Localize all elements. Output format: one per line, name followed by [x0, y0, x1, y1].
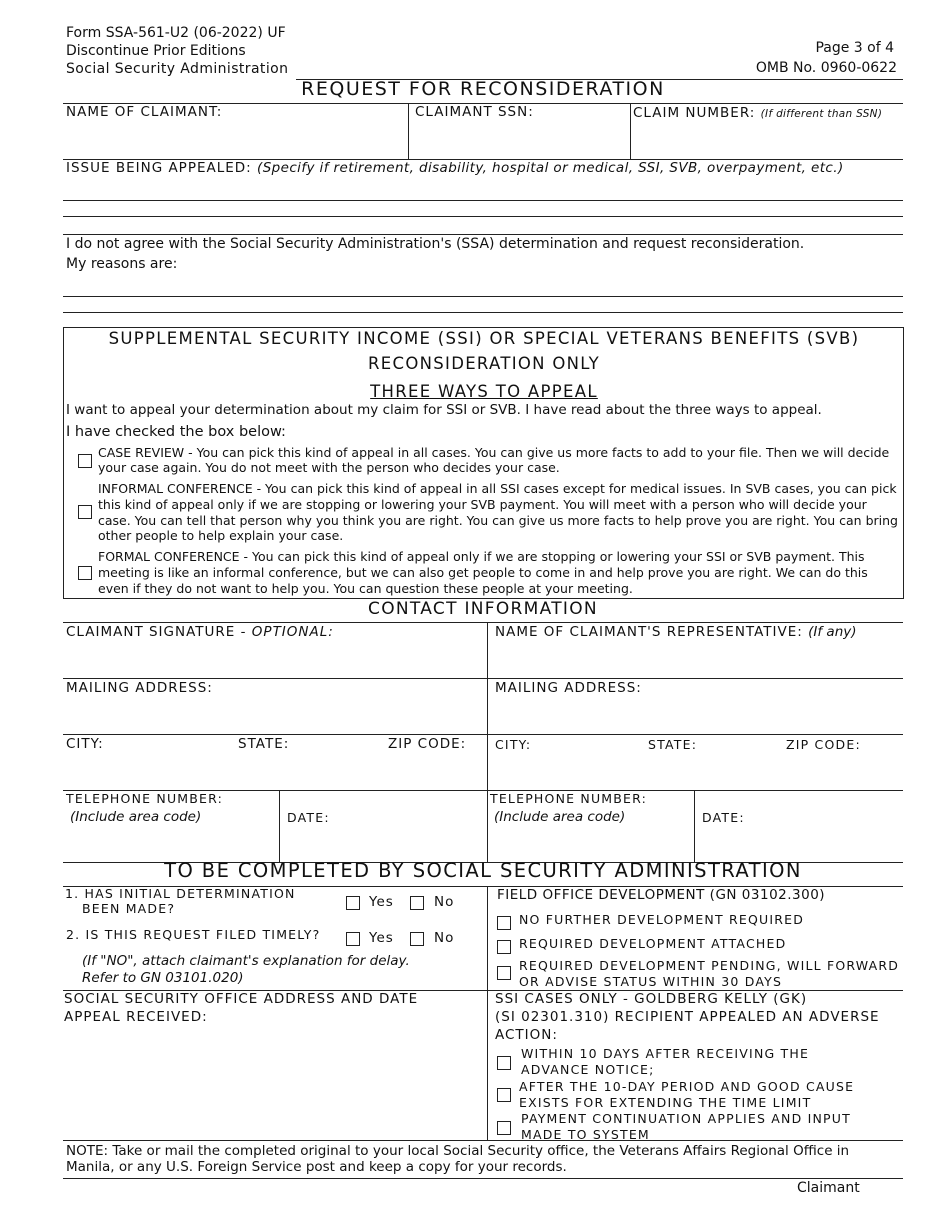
payment-continuation-label: PAYMENT CONTINUATION APPLIES AND INPUT MADE TO SYSTEM	[521, 1111, 851, 1142]
no-further-development-label: NO FURTHER DEVELOPMENT REQUIRED	[519, 912, 805, 927]
formal-conference-checkbox[interactable]	[78, 566, 92, 580]
q2-no-label: No	[434, 930, 455, 946]
rep-city-label: CITY:	[495, 737, 532, 752]
office-address-field[interactable]	[64, 1030, 485, 1138]
claimant-city-label: CITY:	[66, 736, 104, 752]
q1-label: 1. HAS INITIAL DETERMINATION	[65, 886, 296, 901]
rep-telephone-field[interactable]	[489, 830, 692, 860]
claimant-city-state-zip-field[interactable]	[64, 756, 485, 788]
divider	[487, 622, 488, 862]
disagree-statement: I do not agree with the Social Security Administration's (SSA) determination and request reconsideration.	[66, 236, 805, 252]
divider	[63, 734, 903, 735]
claimant-zip-label: ZIP CODE:	[388, 736, 467, 752]
rep-city-state-zip-field[interactable]	[489, 756, 901, 788]
claimant-mailing-address-label: MAILING ADDRESS:	[66, 680, 213, 696]
divider	[63, 1178, 903, 1179]
divider	[408, 103, 409, 160]
within-10-days-label: WITHIN 10 DAYS AFTER RECEIVING THE ADVANCE NOTICE;	[521, 1046, 810, 1077]
write-line	[63, 234, 903, 235]
claimant-name-label: NAME OF CLAIMANT:	[66, 104, 223, 120]
q2-no-checkbox[interactable]	[410, 932, 424, 946]
divider	[63, 622, 903, 623]
discontinue-notice: Discontinue Prior Editions	[66, 43, 246, 59]
case-review-text: CASE REVIEW - You can pick this kind of appeal in all cases. You can give us more facts to add to your file. Then we will decide your case again. You do not meet with the person who decides your case.	[98, 445, 890, 475]
ssi-title-2: RECONSIDERATION ONLY	[368, 354, 600, 373]
q1-no-checkbox[interactable]	[410, 896, 424, 910]
claimant-mailing-address-field[interactable]	[64, 700, 485, 732]
late-filing-note-2: Refer to GN 03101.020)	[82, 970, 244, 986]
informal-conference-text: INFORMAL CONFERENCE - You can pick this kind of appeal in all SSI cases except for medical issues. In SVB cases, you can pick this kind of appeal only if we are stopping or lowering your SVB payment. You will meet with a person who will decide your case. You can tell that person why you think you are right. You can give us more facts to help prove you are right. You can bring other people to help explain your case.	[98, 481, 898, 544]
q2-yes-label: Yes	[369, 930, 394, 946]
divider	[63, 678, 903, 679]
claimant-telephone-label: TELEPHONE NUMBER:	[66, 791, 224, 806]
representative-name-field[interactable]	[489, 644, 901, 676]
ssa-heading: TO BE COMPLETED BY SOCIAL SECURITY ADMINISTRATION	[164, 859, 802, 882]
office-address-label: SOCIAL SECURITY OFFICE ADDRESS AND DATE	[64, 991, 419, 1007]
rep-state-label: STATE:	[648, 737, 698, 752]
contact-heading: CONTACT INFORMATION	[368, 599, 598, 619]
divider	[630, 103, 631, 160]
issue-field[interactable]	[64, 182, 902, 232]
claimant-signature-field[interactable]	[64, 644, 485, 676]
rep-telephone-label: TELEPHONE NUMBER:	[490, 791, 648, 806]
q2-label: 2. IS THIS REQUEST FILED TIMELY?	[66, 927, 321, 942]
good-cause-checkbox[interactable]	[497, 1088, 511, 1102]
claimant-date-label: DATE:	[287, 810, 330, 825]
form-id: Form SSA-561-U2 (06-2022) UF	[66, 25, 286, 41]
case-review-checkbox[interactable]	[78, 454, 92, 468]
field-office-heading: FIELD OFFICE DEVELOPMENT (GN 03102.300)	[497, 887, 826, 903]
representative-name-label: NAME OF CLAIMANT'S REPRESENTATIVE: (If any)	[495, 624, 857, 640]
divider	[487, 886, 488, 1140]
mailing-note: NOTE: Take or mail the completed original to your local Social Security office, the Veterans Affairs Regional Office in Manila, or any U.S. Foreign Service post and keep a copy for your records.	[66, 1143, 850, 1175]
goldberg-kelly-heading: SSI CASES ONLY - GOLDBERG KELLY (GK)	[495, 991, 808, 1007]
good-cause-label: AFTER THE 10-DAY PERIOD AND GOOD CAUSE EXISTS FOR EXTENDING THE TIME LIMIT	[519, 1079, 855, 1110]
rep-date-label: DATE:	[702, 810, 745, 825]
payment-continuation-checkbox[interactable]	[497, 1121, 511, 1135]
claimant-state-label: STATE:	[238, 736, 290, 752]
development-pending-label: REQUIRED DEVELOPMENT PENDING, WILL FORWARD OR ADVISE STATUS WITHIN 30 DAYS	[519, 958, 900, 989]
claimant-ssn-field[interactable]	[410, 124, 628, 158]
claimant-date-field[interactable]	[281, 830, 485, 860]
claim-number-note: (If different than SSN)	[760, 108, 883, 120]
q2-yes-checkbox[interactable]	[346, 932, 360, 946]
ssi-title: SUPPLEMENTAL SECURITY INCOME (SSI) OR SPECIAL VETERANS BENEFITS (SVB)	[108, 329, 860, 348]
agency-name: Social Security Administration	[66, 61, 289, 77]
write-line	[63, 200, 903, 201]
rep-mailing-address-label: MAILING ADDRESS:	[495, 680, 642, 696]
claimant-signature-label: CLAIMANT SIGNATURE - OPTIONAL:	[66, 624, 334, 640]
ssi-intro: I want to appeal your determination about my claim for SSI or SVB. I have read about the three ways to appeal.	[66, 402, 822, 418]
write-line	[63, 216, 903, 217]
development-attached-label: REQUIRED DEVELOPMENT ATTACHED	[519, 936, 787, 951]
reasons-field[interactable]	[64, 276, 902, 310]
omb-number: OMB No. 0960-0622	[755, 60, 897, 76]
q1-no-label: No	[434, 894, 455, 910]
claimant-area-code-note: (Include area code)	[70, 809, 202, 825]
page-number: Page 3 of 4	[815, 40, 894, 56]
reasons-label: My reasons are:	[66, 256, 178, 272]
form-title: REQUEST FOR RECONSIDERATION	[301, 78, 665, 100]
divider	[694, 790, 695, 862]
claim-number-field[interactable]	[632, 124, 902, 158]
ssi-intro-2: I have checked the box below:	[66, 424, 286, 440]
claimant-name-field[interactable]	[64, 124, 406, 158]
no-further-development-checkbox[interactable]	[497, 916, 511, 930]
late-filing-note: (If "NO", attach claimant's explanation for delay.	[82, 953, 410, 969]
within-10-days-checkbox[interactable]	[497, 1056, 511, 1070]
claimant-ssn-label: CLAIMANT SSN:	[415, 104, 534, 120]
rep-mailing-address-field[interactable]	[489, 700, 901, 732]
write-line	[63, 296, 903, 297]
office-address-label-2: APPEAL RECEIVED:	[64, 1009, 208, 1025]
claim-number-label: CLAIM NUMBER: (If different than SSN)	[633, 105, 883, 121]
divider	[63, 1140, 903, 1141]
write-line	[63, 312, 903, 313]
development-pending-checkbox[interactable]	[497, 966, 511, 980]
divider	[279, 790, 280, 862]
formal-conference-text: FORMAL CONFERENCE - You can pick this kind of appeal only if we are stopping or lowering your SSI or SVB payment. This meeting is like an informal conference, but we can also get people to come in and help prove you are right. We can do this even if they do not want to help you. You can question these people at your meeting.	[98, 549, 868, 596]
claimant-telephone-field[interactable]	[64, 830, 277, 860]
copy-designation: Claimant	[797, 1180, 860, 1196]
development-attached-checkbox[interactable]	[497, 940, 511, 954]
three-ways-heading: THREE WAYS TO APPEAL	[370, 382, 598, 401]
goldberg-kelly-heading-2: (SI 02301.310) RECIPIENT APPEALED AN ADVERSE	[495, 1009, 880, 1025]
issue-note: (Specify if retirement, disability, hospital or medical, SSI, SVB, overpayment, etc.)	[257, 160, 844, 176]
rep-date-field[interactable]	[696, 830, 901, 860]
rep-zip-label: ZIP CODE:	[786, 737, 861, 752]
rep-area-code-note: (Include area code)	[494, 809, 626, 825]
q1-label-2: BEEN MADE?	[82, 901, 176, 916]
q1-yes-checkbox[interactable]	[346, 896, 360, 910]
q1-yes-label: Yes	[369, 894, 394, 910]
issue-label: ISSUE BEING APPEALED: (Specify if retirement, disability, hospital or medical, SSI, SVB, overpayment, etc.)	[66, 160, 844, 176]
goldberg-kelly-heading-3: ACTION:	[495, 1027, 558, 1043]
informal-conference-checkbox[interactable]	[78, 505, 92, 519]
